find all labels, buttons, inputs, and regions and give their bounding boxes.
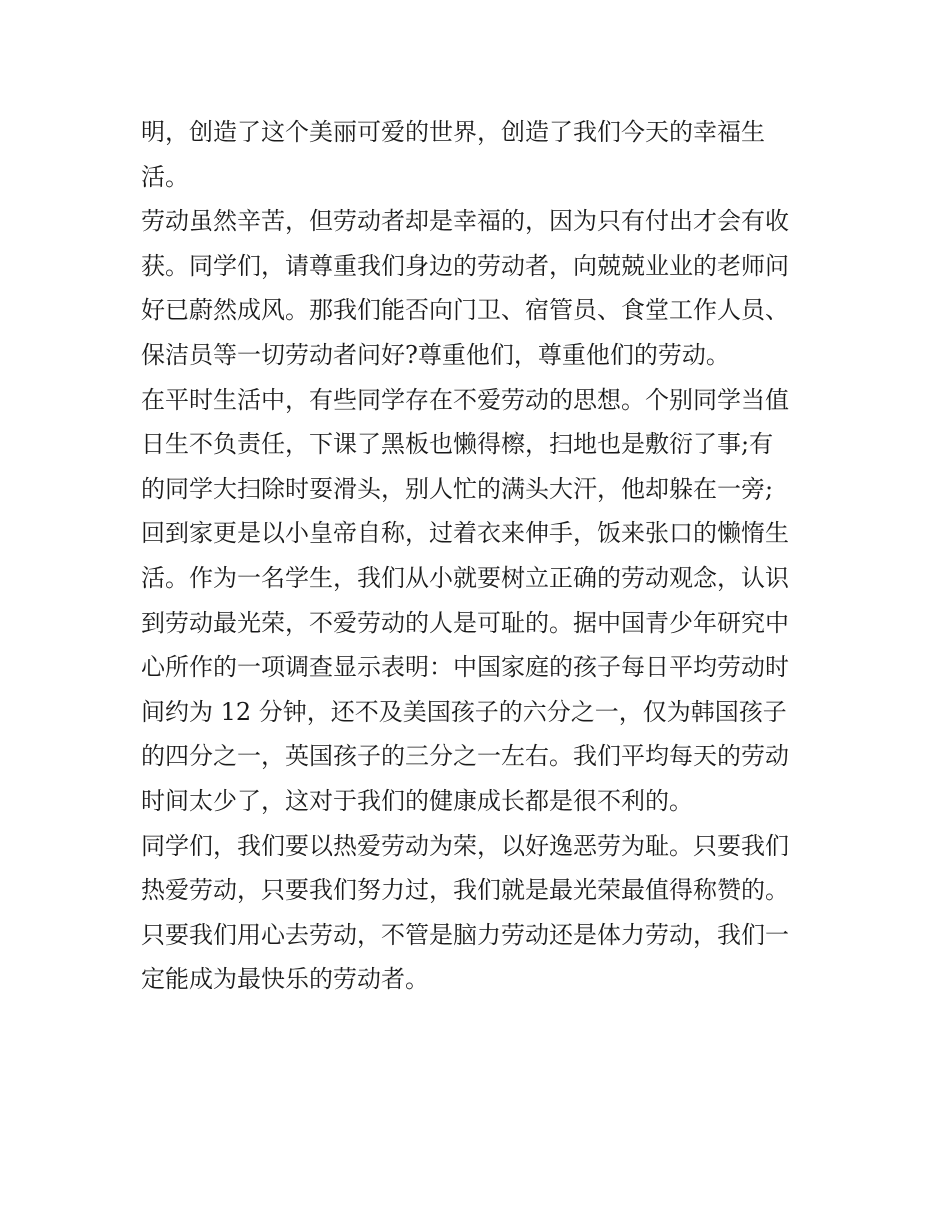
text-line: 日生不负责任，下课了黑板也懒得檫，扫地也是敷衍了事;有 (141, 430, 774, 459)
text-line: 明，创造了这个美丽可爱的世界，创造了我们今天的幸福生 (141, 118, 765, 146)
text-line: 劳动虽然辛苦，但劳动者却是幸福的，因为只有付出才会有收 (141, 207, 789, 236)
text-line: 的四分之一，英国孩子的三分之一左右。我们平均每天的劳动 (141, 742, 789, 771)
text-line: 同学们，我们要以热爱劳动为荣，以好逸恶劳为耻。只要我们 (141, 831, 789, 860)
text-line: 到劳动最光荣，不爱劳动的人是可耻的。据中国青少年研究中 (141, 608, 789, 637)
text-line: 保洁员等一切劳动者问好?尊重他们，尊重他们的劳动。 (141, 340, 730, 369)
text-line: 热爱劳动，只要我们努力过，我们就是最光荣最值得称赞的。 (141, 876, 789, 905)
text-line: 定能成为最快乐的劳动者。 (141, 965, 429, 994)
text-line: 间约为 12 分钟，还不及美国孩子的六分之一，仅为韩国孩子 (141, 697, 787, 726)
text-line: 心所作的一项调查显示表明：中国家庭的孩子每日平均劳动时 (141, 653, 789, 682)
text-line: 活。 (141, 162, 189, 191)
text-line: 好已蔚然成风。那我们能否向门卫、宿管员、食堂工作人员、 (141, 296, 789, 325)
text-line: 在平时生活中，有些同学存在不爱劳动的思想。个别同学当值 (141, 385, 789, 414)
text-line: 只要我们用心去劳动，不管是脑力劳动还是体力劳动，我们一 (141, 920, 789, 949)
text-line: 获。同学们，请尊重我们身边的劳动者，向兢兢业业的老师问 (141, 251, 789, 280)
text-line: 时间太少了，这对于我们的健康成长都是很不利的。 (141, 786, 693, 815)
text-line: 活。作为一名学生，我们从小就要树立正确的劳动观念，认识 (141, 563, 789, 592)
text-line: 的同学大扫除时耍滑头，别人忙的满头大汗，他却躲在一旁; (141, 474, 774, 503)
body-text (141, 110, 831, 1002)
text-line: 回到家更是以小皇帝自称，过着衣来伸手，饭来张口的懒惰生 (141, 519, 789, 548)
